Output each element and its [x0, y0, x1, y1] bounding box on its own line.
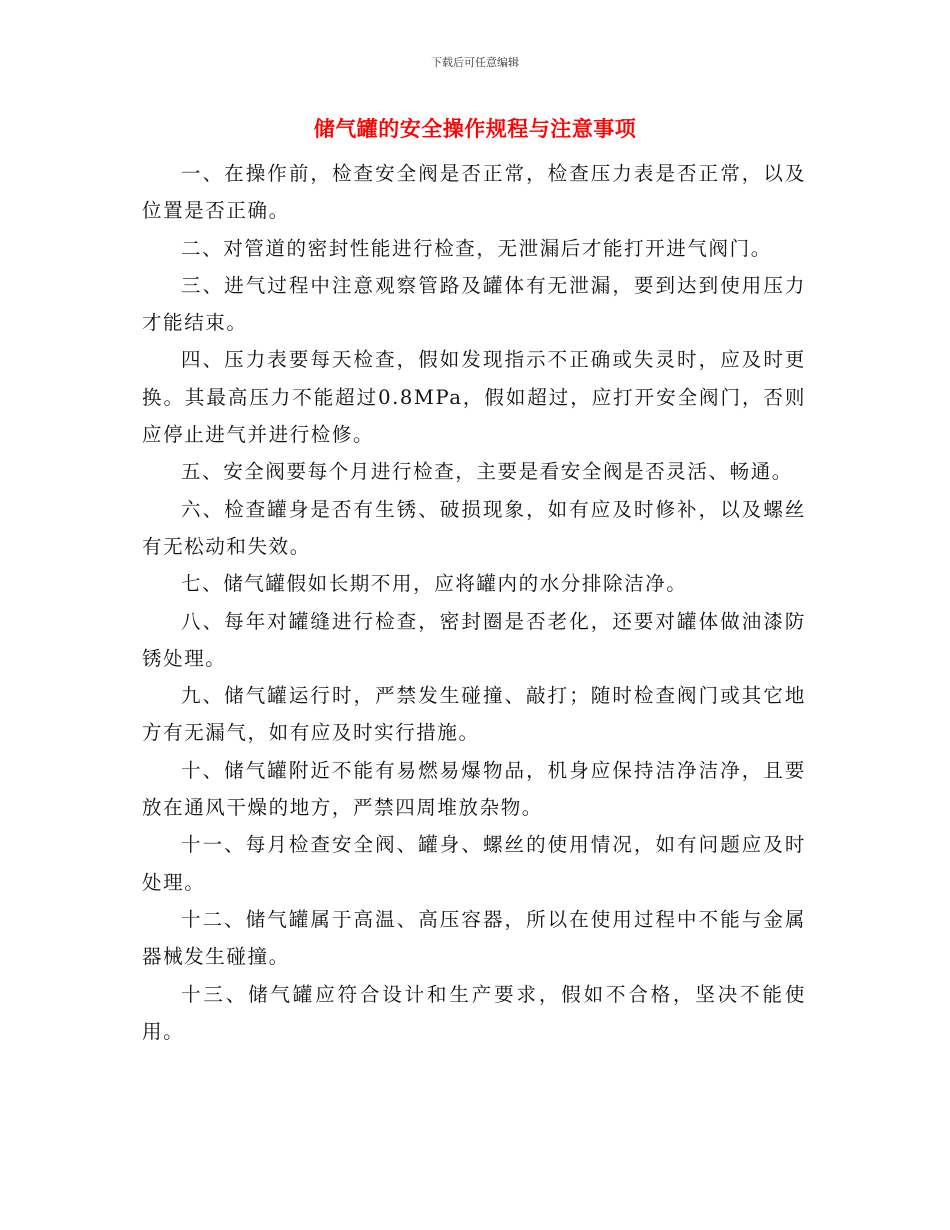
paragraph-8: 八、每年对罐缝进行检查，密封圈是否老化，还要对罐体做油漆防锈处理。	[142, 609, 806, 670]
document-body	[142, 155, 806, 1050]
header-note: 下载后可任意编辑	[431, 56, 519, 69]
paragraph-9: 九、储气罐运行时，严禁发生碰撞、敲打；随时检查阀门或其它地方有无漏气，如有应及时实行措施。	[142, 684, 806, 745]
paragraph-2: 二、对管道的密封性能进行检查，无泄漏后才能打开进气阀门。	[181, 236, 772, 260]
paragraph-3: 三、进气过程中注意观察管路及罐体有无泄漏，要到达到使用压力才能结束。	[142, 273, 806, 335]
paragraph-10: 十、储气罐附近不能有易燃易爆物品，机身应保持洁净洁净，且要放在通风干燥的地方，严禁四周堆放杂物。	[142, 758, 806, 820]
paragraph-6: 六、检查罐身是否有生锈、破损现象，如有应及时修补，以及螺丝有无松动和失效。	[142, 497, 806, 558]
document-title: 储气罐的安全操作规程与注意事项	[313, 116, 637, 141]
paragraph-12: 十二、储气罐属于高温、高压容器，所以在使用过程中不能与金属器械发生碰撞。	[142, 907, 806, 969]
paragraph-11: 十一、每月检查安全阀、罐身、螺丝的使用情况，如有问题应及时处理。	[142, 833, 806, 894]
paragraph-7: 七、储气罐假如长期不用，应将罐内的水分排除洁净。	[181, 572, 688, 596]
paragraph-5: 五、安全阀要每个月进行检查，主要是看安全阀是否灵活、畅通。	[181, 460, 793, 484]
paragraph-4: 四、压力表要每天检查，假如发现指示不正确或失灵时，应及时更换。其最高压力不能超过0.8MPa，假如超过，应打开安全阀门，否则应停止进气并进行检修。	[142, 348, 806, 447]
paragraph-1: 一、在操作前，检查安全阀是否正常，检查压力表是否正常，以及位置是否正确。	[142, 162, 806, 223]
paragraph-13: 十三、储气罐应符合设计和生产要求，假如不合格，坚决不能使用。	[142, 982, 806, 1043]
